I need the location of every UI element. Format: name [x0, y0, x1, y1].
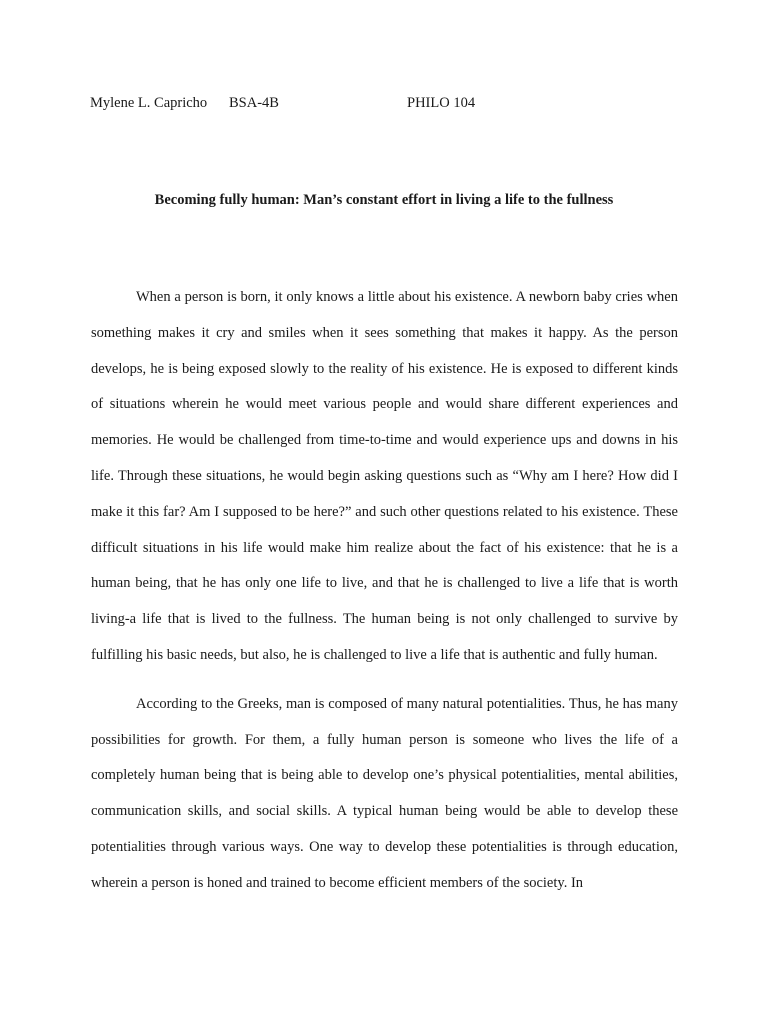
- document-body: [91, 280, 678, 915]
- paragraph: When a person is born, it only knows a little about his existence. A newborn baby cries when something makes it cry and smiles when it sees something that makes it happy. As the person develops, he is being exposed slowly to the reality of his existence. He is exposed to different kinds of situations wherein he would meet various people and would share different experiences and memories. He would be challenged from time-to-time and would experience ups and downs in his life. Through these situations, he would begin asking questions such as “Why am I here? How did I make it this far? Am I supposed to be here?” and such other questions related to his existence. These difficult situations in his life would make him realize about the fact of his existence: that he is a human being, that he has only one life to live, and that he is challenged to live a life that is worth living-a life that is lived to the fullness. The human being is not only challenged to survive by fulfilling his basic needs, but also, he is challenged to live a life that is authentic and fully human.: [91, 289, 678, 663]
- course-code: PHILO 104: [407, 95, 476, 111]
- section-label: BSA-4B: [229, 95, 279, 111]
- author-name: Mylene L. Capricho: [90, 95, 208, 111]
- document-title: Becoming fully human: Man’s constant effort in living a life to the fullness: [154, 192, 614, 208]
- document-header: [90, 92, 690, 114]
- paragraph: According to the Greeks, man is composed of many natural potentialities. Thus, he has many possibilities for growth. For them, a fully human person is someone who lives the life of a completely human being that is being able to develop one’s physical potentialities, mental abilities, communication skills, and social skills. A typical human being would be able to develop these potentialities through various ways. One way to develop these potentialities is through education, wherein a person is honed and trained to become efficient members of the society. In: [91, 695, 678, 891]
